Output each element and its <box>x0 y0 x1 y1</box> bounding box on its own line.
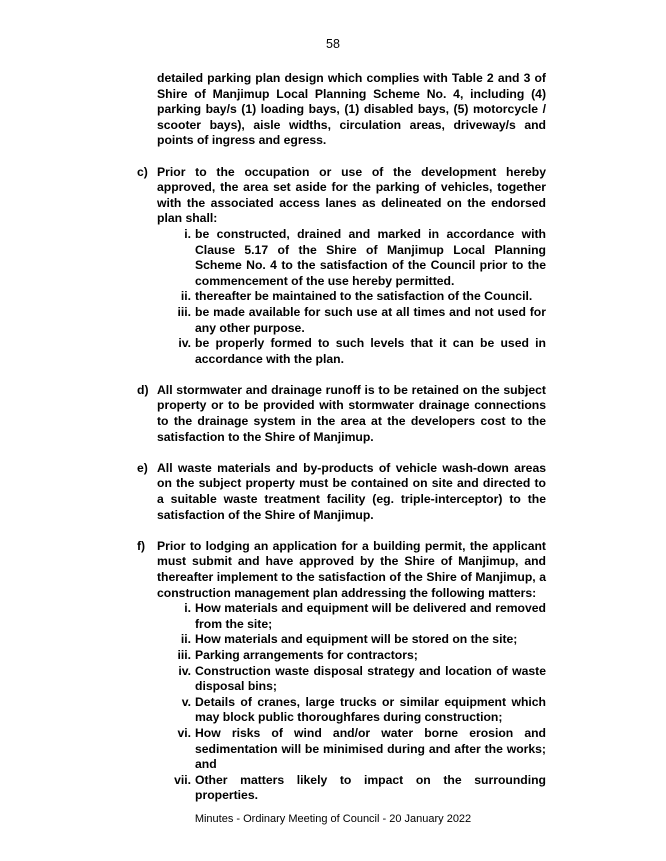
clause-d <box>137 383 546 445</box>
list-item-text: How materials and equipment will be delivered and removed from the site; <box>195 601 546 631</box>
list-item-number: iii. <box>177 304 191 319</box>
list-item-text: Other matters likely to impact on the surrounding properties. <box>195 772 546 803</box>
list-item-text: Construction waste disposal strategy and location of waste disposal bins; <box>195 663 546 694</box>
page-footer: Minutes - Ordinary Meeting of Council - 20 January 2022 <box>194 813 472 825</box>
list-item <box>157 336 546 367</box>
list-item-text: Parking arrangements for contractors; <box>195 647 418 662</box>
clause-letter: e) <box>137 460 148 475</box>
intro-paragraph: detailed parking plan design which complies with Table 2 and 3 of Shire of Manjimup Local Planning Scheme No. 4, including (4) parking bay/s (1) loading bays, (1) disabled bays, (5) motorcycle / scooter bays), aisle widths, circulation areas, driveway/s and points of ingress and egress. <box>157 71 546 148</box>
list-item <box>157 726 546 773</box>
list-item-number: v. <box>181 694 191 709</box>
list-item <box>157 227 546 289</box>
clause-text: All stormwater and drainage runoff is to be retained on the subject property or to be provided with stormwater drainage connections to the drainage system in the area at the developers cost to the satisfaction to the Shire of Manjimup. <box>157 382 546 444</box>
clause-letter: f) <box>137 538 146 553</box>
list-item-number: iv. <box>178 336 191 351</box>
clause-f <box>137 539 546 804</box>
clause-body <box>157 165 546 368</box>
list-item-number: i. <box>184 226 191 241</box>
clause-text: All waste materials and by-products of vehicle wash-down areas on the subject property must be contained on site and directed to a suitable waste treatment facility (eg. triple-interceptor) to the satisfaction of the Shire of Manjimup. <box>157 460 546 522</box>
clause-body <box>157 461 546 523</box>
clause-text: Prior to lodging an application for a building permit, the applicant must submit and have approved by the Shire of Manjimup, and thereafter implement to the satisfaction of the Shire of Manjimup, a construction management plan addressing the following matters: <box>157 538 546 600</box>
list-item <box>157 305 546 336</box>
list-item-number: ii. <box>180 289 191 304</box>
clause-text: Prior to the occupation or use of the development hereby approved, the area set aside for the parking of vehicles, together with the associated access lanes as delineated on the endorsed plan shall: <box>157 164 546 226</box>
sub-list <box>157 601 546 804</box>
page-number: 58 <box>326 37 340 51</box>
list-item <box>157 601 546 632</box>
sub-list <box>157 227 546 367</box>
clause-letter: d) <box>137 382 149 397</box>
clause-c <box>137 165 546 368</box>
list-item-text: be properly formed to such levels that it can be used in accordance with the plan. <box>195 336 546 366</box>
clause-body <box>157 539 546 804</box>
list-item <box>157 773 546 804</box>
clause-e <box>137 461 546 523</box>
clause-letter: c) <box>137 164 148 179</box>
list-item <box>157 648 546 664</box>
list-item-text: Details of cranes, large trucks or similar equipment which may block public thoroughfares during construction; <box>195 694 546 725</box>
list-item-number: iv. <box>178 663 191 678</box>
list-item <box>157 664 546 695</box>
list-item <box>157 632 546 648</box>
list-item-number: iii. <box>177 647 191 662</box>
document-body <box>137 71 546 804</box>
list-item-number: ii. <box>180 632 191 647</box>
list-item-text: be constructed, drained and marked in accordance with Clause 5.17 of the Shire of Manjimup Local Planning Scheme No. 4 to the satisfaction of the Council prior to the commencement of the use hereby permitted. <box>195 226 546 288</box>
list-item-number: i. <box>184 601 191 616</box>
list-item <box>157 289 546 305</box>
list-item-text: thereafter be maintained to the satisfaction of the Council. <box>195 289 533 304</box>
list-item-number: vi. <box>177 725 191 740</box>
list-item <box>157 695 546 726</box>
list-item-text: How risks of wind and/or water borne erosion and sedimentation will be minimised during and after the works; and <box>195 725 546 772</box>
list-item-text: How materials and equipment will be stored on the site; <box>195 632 518 647</box>
list-item-text: be made available for such use at all times and not used for any other purpose. <box>195 304 546 335</box>
list-item-number: vii. <box>174 772 191 787</box>
clause-body <box>157 383 546 445</box>
